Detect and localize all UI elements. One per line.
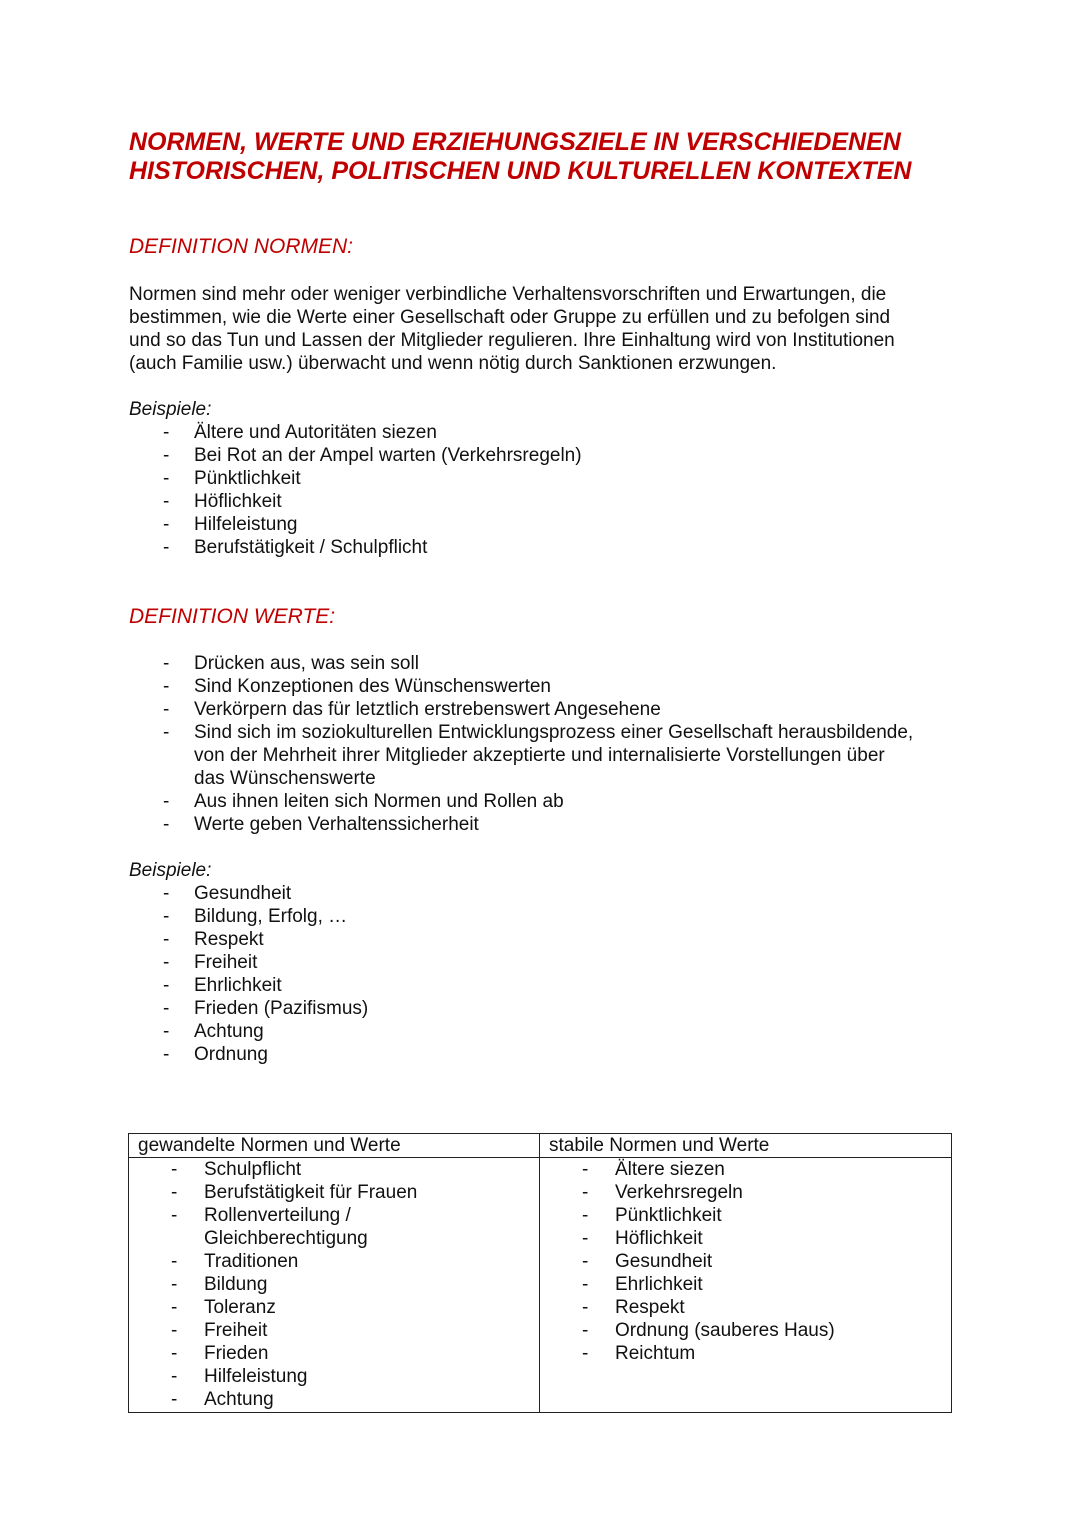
list-item (549, 1273, 942, 1296)
list-item: - Hilfeleistung (129, 513, 582, 536)
list-item: - Ordnung (129, 1043, 368, 1066)
normen-definition (129, 283, 895, 375)
list-item: - Achtung (129, 1020, 368, 1043)
list-item (549, 1319, 942, 1342)
text-line: - Ordnung (sauberes Haus) (615, 1320, 835, 1341)
list-item: - Freiheit (129, 951, 368, 974)
text-line: - Verkehrsregeln (615, 1182, 743, 1203)
list-item (129, 675, 913, 698)
list-item (138, 1342, 530, 1365)
text-line: Gleichberechtigung (204, 1228, 368, 1249)
text-line: - Toleranz (204, 1297, 276, 1318)
text-line: - Höflichkeit (615, 1228, 703, 1249)
list-item: - Höflichkeit (129, 490, 582, 513)
document-title (129, 128, 911, 186)
list-item (549, 1158, 942, 1181)
list-item (138, 1250, 530, 1273)
text-line: bestimmen, wie die Werte einer Gesellschaft oder Gruppe zu erfüllen und zu befolgen sind (129, 307, 891, 328)
werte-examples-label: Beispiele: (129, 860, 212, 881)
gewandelt-list (138, 1158, 530, 1411)
list-item: - Pünktlichkeit (129, 467, 582, 490)
normen-heading: DEFINITION NORMEN: (129, 235, 353, 258)
list-item (138, 1181, 530, 1204)
col-header-gewandelt: gewandelte Normen und Werte (129, 1134, 540, 1158)
werte-heading: DEFINITION WERTE: (129, 605, 336, 628)
normen-examples-list (129, 421, 582, 559)
list-item (129, 790, 913, 813)
list-item (129, 813, 913, 836)
text-line: (auch Familie usw.) überwacht und wenn nötig durch Sanktionen erzwungen. (129, 353, 777, 374)
text-line: - Verkörpern das für letztlich erstrebenswert Angesehene (194, 699, 661, 720)
list-item (549, 1204, 942, 1227)
list-item (549, 1250, 942, 1273)
text-line: - Achtung (204, 1389, 274, 1410)
text-line: - Sind Konzeptionen des Wünschenswerten (194, 676, 552, 697)
list-item (549, 1181, 942, 1204)
text-line: von der Mehrheit ihrer Mitglieder akzeptierte und internalisierte Vorstellungen über (194, 745, 885, 766)
table-header-row (129, 1134, 952, 1158)
stabil-cell (540, 1158, 952, 1413)
text-line: - Rollenverteilung / (204, 1205, 351, 1226)
list-item (129, 698, 913, 721)
text-line: - Hilfeleistung (204, 1366, 308, 1387)
list-item (138, 1319, 530, 1342)
gewandelt-cell (129, 1158, 540, 1413)
title-line: HISTORISCHEN, POLITISCHEN UND KULTURELLEN KONTEXTEN (129, 157, 912, 185)
text-line: - Frieden (204, 1343, 269, 1364)
text-line: - Berufstätigkeit für Frauen (204, 1182, 418, 1203)
text-line: - Ehrlichkeit (615, 1274, 703, 1295)
list-item (549, 1342, 942, 1365)
list-item (549, 1296, 942, 1319)
list-item: - Ehrlichkeit (129, 974, 368, 997)
list-item (138, 1158, 530, 1181)
text-line: und so das Tun und Lassen der Mitglieder regulieren. Ihre Einhaltung wird von Institutionen (129, 330, 895, 351)
text-line: - Sind sich im soziokulturellen Entwicklungsprozess einer Gesellschaft herausbildende, (194, 722, 914, 743)
list-item: - Frieden (Pazifismus) (129, 997, 368, 1020)
list-item: - Gesundheit (129, 882, 368, 905)
text-line: - Drücken aus, was sein soll (194, 653, 419, 674)
text-line: - Werte geben Verhaltenssicherheit (194, 814, 479, 835)
list-item (129, 652, 913, 675)
text-line: - Reichtum (615, 1343, 696, 1364)
text-line: - Aus ihnen leiten sich Normen und Rollen ab (194, 791, 564, 812)
werte-points-list (129, 652, 913, 836)
text-line: - Schulpflicht (204, 1159, 302, 1180)
text-line: - Ältere siezen (615, 1159, 725, 1180)
list-item (138, 1204, 530, 1250)
col-header-stabil: stabile Normen und Werte (540, 1134, 952, 1158)
list-item (129, 721, 913, 790)
list-item: - Berufstätigkeit / Schulpflicht (129, 536, 582, 559)
list-item (138, 1388, 530, 1411)
list-item (138, 1296, 530, 1319)
text-line: - Respekt (615, 1297, 685, 1318)
list-item (138, 1273, 530, 1296)
text-line: das Wünschenswerte (194, 768, 376, 789)
title-line: NORMEN, WERTE UND ERZIEHUNGSZIELE IN VERSCHIEDENEN (129, 128, 901, 156)
list-item: - Ältere und Autoritäten siezen (129, 421, 582, 444)
normen-examples-label: Beispiele: (129, 399, 212, 420)
text-line: - Freiheit (204, 1320, 268, 1341)
list-item: - Respekt (129, 928, 368, 951)
text-line: Normen sind mehr oder weniger verbindliche Verhaltensvorschriften und Erwartungen, die (129, 284, 887, 305)
list-item: - Bei Rot an der Ampel warten (Verkehrsregeln) (129, 444, 582, 467)
stabil-list (549, 1158, 942, 1365)
list-item (138, 1365, 530, 1388)
comparison-table (128, 1133, 952, 1413)
text-line: - Traditionen (204, 1251, 299, 1272)
text-line: - Gesundheit (615, 1251, 713, 1272)
list-item: - Bildung, Erfolg, … (129, 905, 368, 928)
text-line: - Pünktlichkeit (615, 1205, 722, 1226)
text-line: - Bildung (204, 1274, 268, 1295)
werte-examples-list (129, 882, 368, 1066)
table-row (129, 1158, 952, 1413)
list-item (549, 1227, 942, 1250)
